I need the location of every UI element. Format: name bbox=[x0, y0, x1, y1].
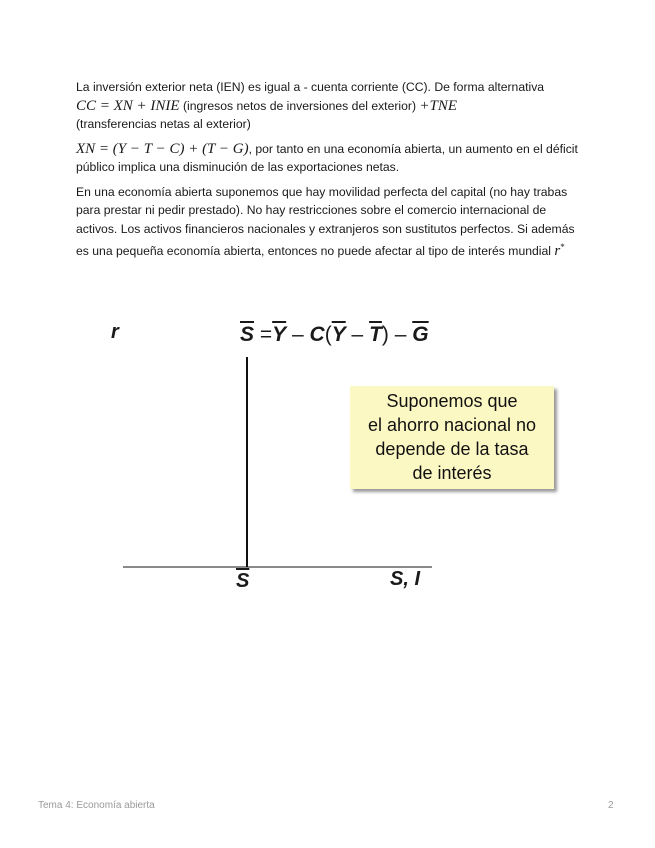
eq-s: $\overline{S}$ bbox=[240, 323, 255, 346]
callout-line: el ahorro nacional no bbox=[367, 415, 537, 435]
world-interest-star: * bbox=[560, 242, 565, 252]
eq-close: ) bbox=[381, 323, 389, 346]
assumption-callout bbox=[350, 386, 554, 489]
p3-text: En una economía abierta suponemos que hay movilidad perfecta del capital (no hay trabas para prestar ni pedir prestado). No hay restricciones sobre el comercio internacional de activos. Los activos financieros nacionales y extranjeros son sustitutos perfectos. Si además es una pequeña economía abierta, entonces no puede afectar al tipo de interés mundial bbox=[76, 184, 575, 259]
page-number: 2 bbox=[608, 800, 614, 811]
p2-text: , por tanto en una economía abierta, un aumento en el déficit público implica una disminución de las exportaciones netas. bbox=[76, 141, 578, 174]
eq-y: $\overline{Y}$ bbox=[272, 323, 287, 346]
y-axis-label: r bbox=[111, 321, 119, 343]
equation-tne: +TNE bbox=[419, 97, 458, 114]
eq-c: C bbox=[309, 323, 325, 346]
equation-cc: CC = XN + INIE bbox=[76, 97, 180, 114]
world-interest-rate: r bbox=[554, 243, 561, 260]
p1-end: (transferencias netas al exterior) bbox=[76, 117, 251, 131]
eq-equals: = bbox=[259, 323, 273, 346]
x-axis-label: S, I bbox=[390, 568, 421, 590]
eq-minus1: – bbox=[291, 323, 304, 346]
callout-line: Suponemos que bbox=[386, 391, 518, 411]
callout-line: depende de la tasa bbox=[375, 439, 529, 459]
eq-t: $\overline{T}$ bbox=[369, 323, 382, 346]
equation-xn: XN = (Y − T − C) + (T − G) bbox=[76, 140, 249, 157]
eq-open: ( bbox=[324, 323, 332, 346]
callout-line: de interés bbox=[412, 463, 492, 483]
p1-line1: La inversión exterior neta (IEN) es igual a - cuenta corriente (CC). De forma alternativa bbox=[76, 80, 545, 94]
eq-g: $\overline{G}$ bbox=[412, 323, 429, 346]
savings-bar-label: $\overline{S}$ bbox=[236, 570, 250, 592]
p1-mid: (ingresos netos de inversiones del exterior) bbox=[179, 98, 420, 113]
eq-y2: $\overline{Y}$ bbox=[331, 323, 346, 346]
eq-minus2: – bbox=[351, 323, 364, 346]
eq-minus3: – bbox=[394, 323, 407, 346]
savings-equation bbox=[240, 323, 429, 347]
footer-title: Tema 4: Economía abierta bbox=[38, 800, 155, 811]
